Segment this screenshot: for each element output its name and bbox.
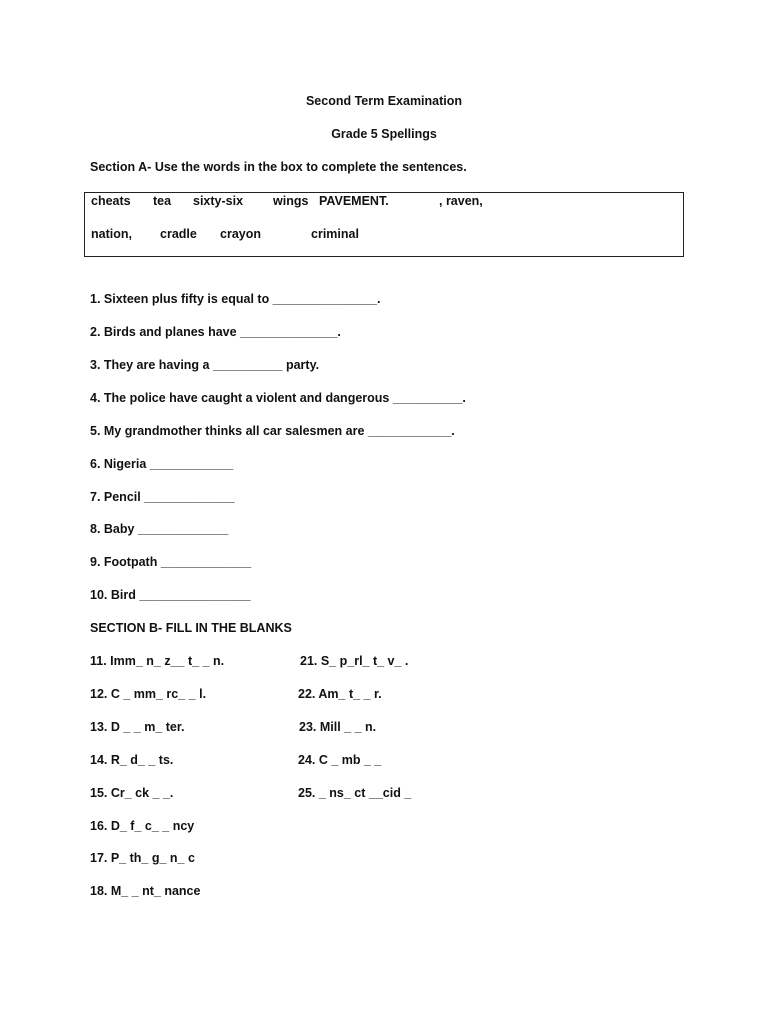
question-12: 12. C _ mm_ rc_ _ l. bbox=[90, 687, 207, 701]
word-tea: tea bbox=[153, 194, 172, 208]
question-4: 4. The police have caught a violent and dangerous __________. bbox=[90, 391, 466, 405]
question-23: 23. Mill _ _ n. bbox=[299, 720, 377, 734]
question-17: 17. P_ th_ g_ n_ c bbox=[90, 851, 195, 865]
question-8: 8. Baby _____________ bbox=[90, 522, 229, 536]
question-11: 11. Imm_ n_ z__ t_ _ n. bbox=[90, 654, 225, 668]
word-criminal: criminal bbox=[311, 227, 359, 241]
question-25: 25. _ ns_ ct __cid _ bbox=[298, 786, 412, 800]
word-cheats: cheats bbox=[91, 194, 131, 208]
question-2: 2. Birds and planes have ______________. bbox=[90, 325, 341, 339]
question-22: 22. Am_ t_ _ r. bbox=[298, 687, 382, 701]
question-10: 10. Bird ________________ bbox=[90, 588, 251, 602]
word-cradle: cradle bbox=[160, 227, 197, 241]
word-box bbox=[84, 192, 684, 257]
question-3: 3. They are having a __________ party. bbox=[90, 358, 320, 372]
word-raven: , raven, bbox=[439, 194, 483, 208]
question-18: 18. M_ _ nt_ nance bbox=[90, 884, 201, 898]
question-16: 16. D_ f_ c_ _ ncy bbox=[90, 819, 195, 833]
exam-title: Second Term Examination bbox=[305, 94, 463, 108]
word-pavement: PAVEMENT. bbox=[319, 194, 389, 208]
word-nation: nation, bbox=[91, 227, 132, 241]
question-13: 13. D _ _ m_ ter. bbox=[90, 720, 185, 734]
exam-subtitle: Grade 5 Spellings bbox=[331, 127, 437, 141]
question-5: 5. My grandmother thinks all car salesmen are ____________. bbox=[90, 424, 455, 438]
question-1: 1. Sixteen plus fifty is equal to _______________. bbox=[90, 292, 381, 306]
section-b-heading: SECTION B- FILL IN THE BLANKS bbox=[90, 621, 292, 635]
question-24: 24. C _ mb _ _ bbox=[298, 753, 382, 767]
question-7: 7. Pencil _____________ bbox=[90, 490, 235, 504]
question-14: 14. R_ d_ _ ts. bbox=[90, 753, 174, 767]
word-crayon: crayon bbox=[220, 227, 261, 241]
word-wings: wings bbox=[273, 194, 309, 208]
question-15: 15. Cr_ ck _ _. bbox=[90, 786, 174, 800]
question-9: 9. Footpath _____________ bbox=[90, 555, 252, 569]
word-sixty-six: sixty-six bbox=[193, 194, 244, 208]
section-a-instruction: Section A- Use the words in the box to complete the sentences. bbox=[90, 160, 467, 174]
question-6: 6. Nigeria ____________ bbox=[90, 457, 234, 471]
question-21: 21. S_ p_rl_ t_ v_ . bbox=[300, 654, 409, 668]
